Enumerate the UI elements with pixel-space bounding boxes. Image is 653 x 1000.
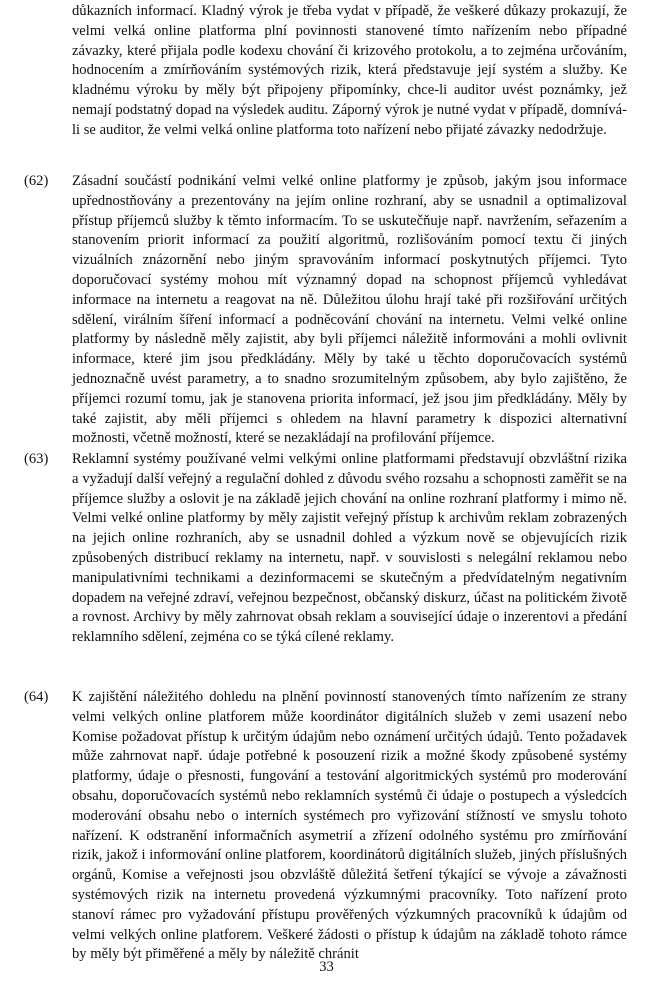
paragraph-number: (62) bbox=[24, 173, 49, 189]
recital-63 bbox=[72, 450, 627, 648]
continuation-paragraph bbox=[72, 2, 627, 141]
paragraph-text: Zásadní součástí podnikání velmi velké online platformy je způsob, jakým jsou informace upřednostňovány a prezentovány na jejím online rozhraní, aby se usnadnil a optimalizoval přístup příjemců služby k těmto informacím. To se uskutečňuje např. navržením, seřazením a stanovením priorit informací za použití algoritmů, rozlišováním pomocí textu či jiných vizuálních znázornění nebo jiným spravováním informací poskytnutých příjemci. Tyto doporučovací systémy mohou mít významný dopad na schopnost příjemců vyhledávat informace na internetu a reagovat na ně. Důležitou úlohu hrají také při rozšiřování určitých sdělení, virálním šíření informací a podněcování chování na internetu. Velmi velké online platformy by následně měly zajistit, aby byli příjemci náležitě informováni a mohli ovlivnit informace, které jim jsou předkládány. Měly by také u těchto doporučovacích systémů jednoznačně uvést parametry, a to snadno srozumitelným způsobem, aby bylo zajištěno, že příjemci rozumí tomu, jak je stanovena priorita informací, jež jsou jim předkládány. Měly by také zajistit, aby měli příjemci s ohledem na hlavní parametry k dispozici alternativní možnosti, včetně možností, které se nezakládají na profilování příjemce. bbox=[72, 173, 627, 447]
recital-64 bbox=[72, 688, 627, 965]
paragraph-text: K zajištění náležitého dohledu na plnění povinností stanovených tímto nařízením ze strany velmi velkých online platforem může koordinátor digitálních služeb v zemi usazení nebo Komise požadovat přístup k určitým údajům nebo oznámení určitých údajů. Tento požadavek může zahrnovat např. údaje potřebné k posouzení rizik a možné škody způsobené systémy platformy, údaje o přesnosti, fungování a testování algoritmických systémů pro moderování obsahu, doporučovacích systémů nebo reklamních systémů či údaje o postupech a výsledcích moderování obsahu nebo o interních systémech pro vyřizování stížností ve smyslu tohoto nařízení. K odstranění informačních asymetrií a zřízení odolného systému pro zmírňování rizik, jakož i informování online platforem, koordinátorů digitálních služeb, jiných příslušných orgánů, Komise a veřejnosti jsou obzvláště důležitá šetření týkající se vývoje a závažnosti systémových rizik na internetu provedená výzkumnými pracovníky. Toto nařízení proto stanoví rámec pro vyžadování přístupu prověřených výzkumných pracovníků k údajům od velmi velkých online platforem. Veškeré žádosti o přístup k údajům na základě tohoto rámce by měly být přiměřené a měly by náležitě chránit bbox=[72, 689, 627, 963]
paragraph-number: (63) bbox=[24, 451, 49, 467]
recital-62 bbox=[72, 172, 627, 449]
paragraph-text: důkazních informací. Kladný výrok je třeba vydat v případě, že veškeré důkazy prokazují, že velmi velká online platforma plní povinnosti stanovené tímto nařízením nebo případné závazky, které přijala podle kodexu chování či krizového protokolu, a to zejména určováním, hodnocením a zmírňováním systémových rizik, která představuje její systém a služby. Ke kladnému výroku by měly být připojeny připomínky, chce-li auditor uvést poznámky, jež nemají podstatný dopad na výsledek auditu. Záporný výrok je nutné vydat v případě, domnívá-li se auditor, že velmi velká online platforma toto nařízení nebo přijaté závazky nedodržuje. bbox=[72, 3, 627, 138]
paragraph-text: Reklamní systémy používané velmi velkými online platformami představují obzvláštní rizika a vyžadují další veřejný a regulační dohled z důvodu svého rozsahu a schopnosti zaměřit se na příjemce služby a oslovit je na základě jejich chování na online rozhraní platformy i mimo ně. Velmi velké online platformy by měly zajistit veřejný přístup k archivům reklam zobrazených na jejich online rozhraních, aby se usnadnil dohled a výzkum nově se objevujících rizik způsobených distribucí reklamy na internetu, např. v souvislosti s nelegální reklamou nebo manipulativními technikami a dezinformacemi se skutečným a předvídatelným negativním dopadem na veřejné zdraví, veřejnou bezpečnost, občanský diskurz, účast na politickém životě a rovnost. Archivy by měly zahrnovat obsah reklam a související údaje o inzerentovi a předání reklamního sdělení, zejména co se týká cílené reklamy. bbox=[72, 451, 627, 646]
paragraph-number: (64) bbox=[24, 689, 49, 705]
page-number: 33 bbox=[319, 959, 334, 975]
